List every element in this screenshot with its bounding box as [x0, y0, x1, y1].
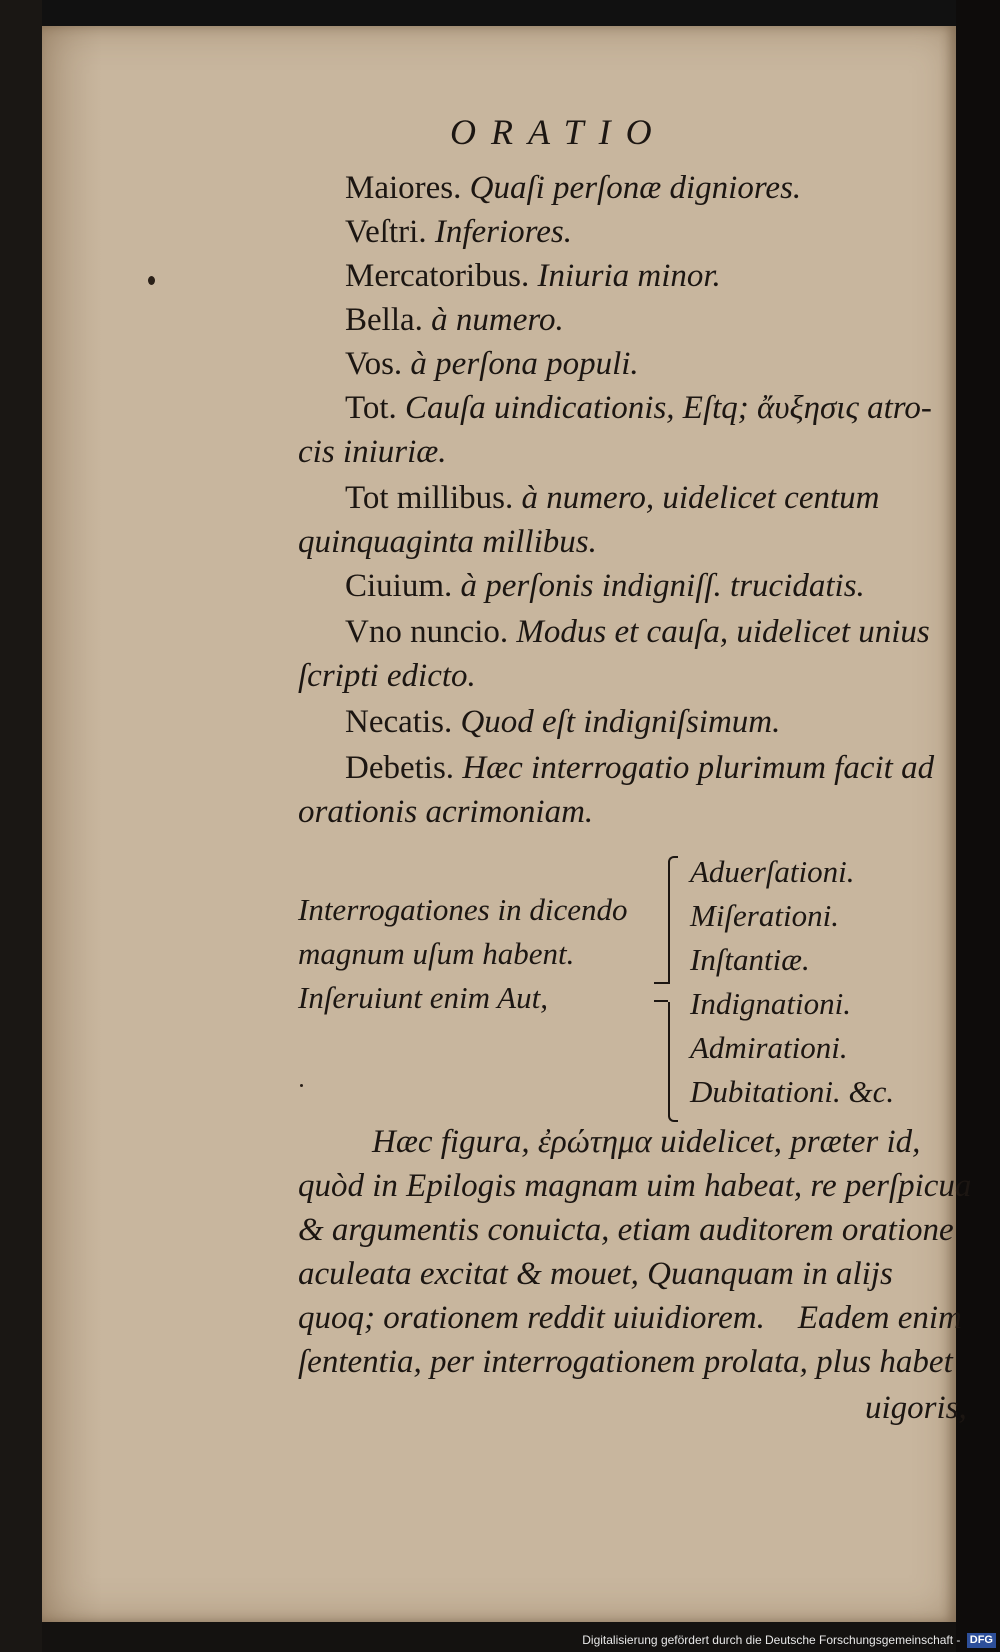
text-line	[345, 388, 932, 428]
line-gloss: à numero, uidelicet centum	[521, 480, 880, 516]
text-line	[345, 478, 879, 518]
paragraph-line: ſententia, per interrogationem prolata, plus habet	[298, 1344, 953, 1380]
brace-list-item: Aduerſationi.	[690, 854, 855, 889]
paragraph-line: & argumentis conuicta, etiam auditorem oratione	[298, 1212, 954, 1248]
footer-credit	[582, 1630, 996, 1650]
brace-lower	[668, 1002, 678, 1122]
paragraph-line: quoq; orationem reddit uiuidiorem. Eadem enim	[298, 1300, 962, 1336]
line-gloss: Iniuria minor.	[537, 258, 721, 294]
text-line	[345, 256, 721, 296]
left-block-line: Interrogationes in dicendo	[298, 892, 628, 927]
line-lemma: Ciuium.	[345, 568, 461, 604]
text-line	[298, 522, 597, 562]
text-line	[345, 300, 564, 340]
line-gloss: Cauſa uindicationis, Eſtq; ἄυξησις atro-	[405, 390, 932, 426]
line-lemma: Tot.	[345, 390, 406, 426]
line-lemma: Mercatoribus.	[345, 258, 538, 294]
ink-speck	[300, 1084, 303, 1087]
ink-speck	[148, 276, 155, 285]
line-gloss: cis iniuriæ.	[298, 434, 447, 470]
dfg-logo: DFG	[967, 1633, 996, 1648]
line-gloss: ſcripti edicto.	[298, 658, 476, 694]
text-line	[345, 212, 572, 252]
text-line	[345, 168, 801, 208]
line-gloss: Inferiores.	[434, 214, 573, 250]
scan-frame-left	[0, 0, 42, 1652]
line-lemma: Vno nuncio.	[345, 614, 517, 650]
brace-list-item: Admirationi.	[690, 1030, 848, 1065]
text-line	[345, 344, 639, 384]
paragraph-line: quòd in Epilogis magnam uim habeat, re perſpicua	[298, 1168, 972, 1204]
line-lemma: Debetis.	[345, 750, 463, 786]
line-gloss: Hæc interrogatio plurimum facit ad	[462, 750, 935, 786]
catchword: uigoris,	[865, 1390, 967, 1426]
line-lemma: Bella.	[345, 302, 432, 338]
text-line	[298, 792, 593, 832]
paragraph-line: Hæc figura, ἐρώτημα uidelicet, præter id,	[372, 1124, 921, 1160]
brace-list-item: Indignationi.	[690, 986, 852, 1021]
line-gloss: orationis acrimoniam.	[298, 794, 594, 830]
line-lemma: Necatis.	[345, 704, 461, 740]
line-lemma: Tot millibus.	[345, 480, 522, 516]
line-gloss: Quaſi perſonæ digniores.	[469, 170, 802, 206]
text-line	[298, 656, 476, 696]
scan-frame-top	[0, 0, 1000, 28]
text-line	[298, 432, 447, 472]
line-gloss: Modus et cauſa, uidelicet unius	[516, 614, 930, 650]
brace-list-item: Miſerationi.	[690, 898, 839, 933]
left-block-line: Inſeruiunt enim Aut,	[298, 980, 548, 1015]
line-lemma: Veſtri.	[345, 214, 435, 250]
brace-upper	[668, 856, 678, 984]
paragraph-line: aculeata excitat & mouet, Quanquam in alijs	[298, 1256, 893, 1292]
line-gloss: à numero.	[431, 302, 564, 338]
footer-text: Digitalisierung gefördert durch die Deutsche Forschungsgemeinschaft -	[582, 1633, 964, 1647]
brace-tip-lower	[654, 1000, 668, 1002]
line-gloss: quinquaginta millibus.	[298, 524, 597, 560]
line-lemma: Maiores.	[345, 170, 470, 206]
brace-tip-upper	[654, 972, 668, 984]
left-block-line: magnum uſum habent.	[298, 936, 575, 971]
line-lemma: Vos.	[345, 346, 411, 382]
brace-list-item: Dubitationi. &c.	[690, 1074, 895, 1109]
brace-list-item: Inſtantiæ.	[690, 942, 810, 977]
text-line	[345, 566, 865, 606]
line-gloss: à perſonis indigniſſ. trucidatis.	[460, 568, 865, 604]
running-header: ORATIO	[450, 112, 667, 152]
text-line	[345, 702, 780, 742]
line-gloss: Quod eſt indigniſsimum.	[460, 704, 781, 740]
text-line	[345, 612, 930, 652]
text-line	[345, 748, 934, 788]
line-gloss: à perſona populi.	[410, 346, 639, 382]
